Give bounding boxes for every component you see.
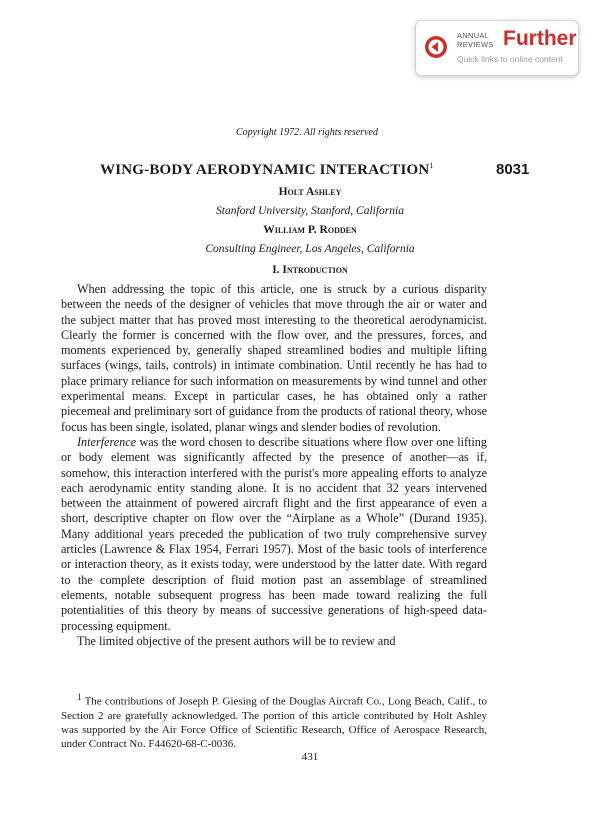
section-heading: I. Introduction: [272, 264, 348, 276]
copyright-notice: Copyright 1972. All rights reserved: [236, 127, 378, 138]
author-affiliation: Consulting Engineer, Los Angeles, California: [205, 243, 415, 255]
banner-annual: ANNUAL: [457, 31, 490, 40]
banner-further[interactable]: Further: [503, 27, 577, 50]
annual-reviews-logo-icon: [424, 35, 448, 59]
paragraph: The limited objective of the present authors will be to review and: [77, 633, 396, 648]
further-banner[interactable]: [415, 20, 579, 76]
italic-term: Interference: [77, 434, 137, 449]
title-text: WING-BODY AERODYNAMIC INTERACTION: [100, 162, 430, 178]
article-number: 8031: [496, 161, 530, 178]
author-name: Holt Ashley: [278, 186, 342, 198]
footnote-text: The contributions of Joseph P. Giesing of the Douglas Aircraft Co., Long Beach, Calif., to Section 2 are gratefully acknowledged. The portion of this article contributed by Holt Ashley was supported by the Air Force Office of Scientific Research, Office of Aerospace Research, under Contract No. F44620-68-C-0036.: [61, 695, 487, 751]
page-number: 431: [301, 751, 319, 763]
title-footnote-marker: 1: [429, 161, 434, 170]
paragraph: [61, 435, 487, 634]
paragraph-text: was the word chosen to describe situations where flow over one lifting or body element was significantly affected by the presence of another—as if, somehow, this interaction interfered with the purist's more appealing efforts to analyze each aerodynamic entity standing alone. It is no accident that 32 years intervened between the attainment of powered aircraft flight and the first appearance of even a short, descriptive chapter on flow over the “Airplane as a Whole” (Durand 1935). Many additional years preceded the publication of two truly comprehensive survey articles (Lawrence & Flax 1954, Ferrari 1957). Most of the basic tools of interference or interaction theory, as it exists today, were understood by the latter date. With regard to the complete description of fluid motion past an assemblage of streamlined elements, notable subsequent progress has been made toward realizing the full potentialities of this theory by means of successive generations of high-speed data-processing equipment.: [61, 434, 487, 633]
article-title: [100, 161, 434, 179]
footnote: [61, 690, 487, 751]
author-affiliation: Stanford University, Stanford, California: [216, 205, 404, 217]
footnote-marker: 1: [77, 692, 82, 702]
paragraph: When addressing the topic of this article, one is struck by a curious disparity between the needs of the designer of vehicles that move through the air or water and the subject matter that has proved most interesting to the theoretical aerodynamicist. Clearly the former is concerned with the flow over, and the pressures, forces, and moments experienced by, generally shaped streamlined bodies and multiple lifting surfaces (wings, tails, controls) in intimate combination. Until recently he has had to place primary reliance for such information on measurements by wind tunnel and other experimental means. Except in particular cases, he has obtained only a rather piecemeal and preliminary sort of guidance from the products of rational theory, whose focus has been single, isolated, planar wings and slender bodies of revolution.: [61, 282, 487, 434]
article-body: [61, 282, 487, 649]
author-name: William P. Rodden: [263, 224, 357, 236]
footnote-paragraph: [61, 690, 487, 751]
banner-quick-links[interactable]: Quick links to online content: [457, 54, 563, 64]
banner-reviews: REVIEWS: [457, 39, 494, 49]
banner-publisher: [457, 32, 494, 49]
